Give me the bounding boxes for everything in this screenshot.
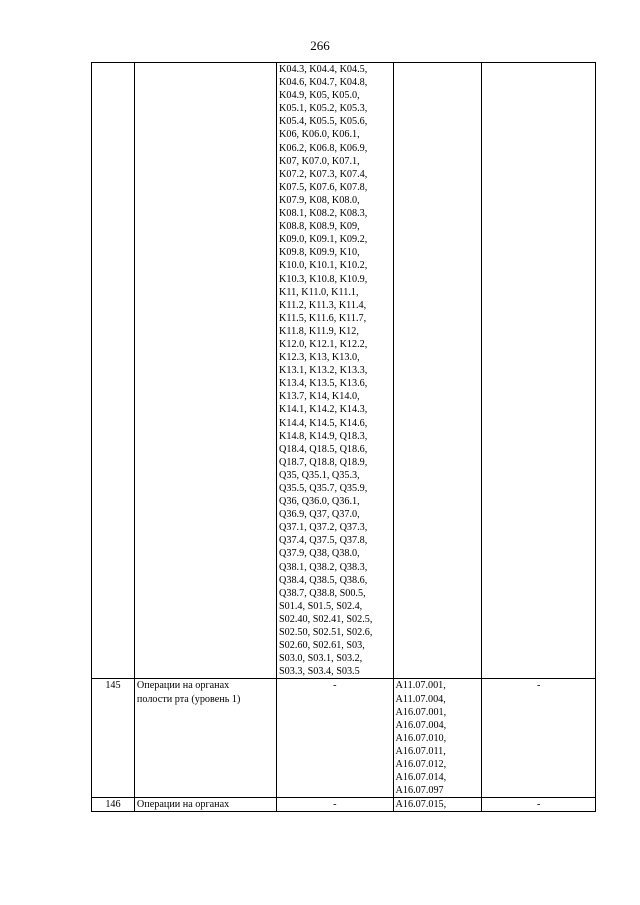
page-number: 266 bbox=[310, 38, 330, 53]
table-row bbox=[92, 798, 596, 812]
diagnosis-code-line: K09.8, K09.9, K10, bbox=[279, 247, 360, 259]
services-cell bbox=[393, 679, 482, 798]
services-cell bbox=[393, 63, 482, 679]
diagnosis-code-line: S03.0, S03.1, S03.2, bbox=[279, 653, 363, 665]
diagnosis-code-line: K13.1, K13.2, K13.3, bbox=[279, 365, 368, 377]
diagnosis-code-line: Q38.1, Q38.2, Q38.3, bbox=[279, 561, 368, 573]
diagnosis-code-line: S02.60, S02.61, S03, bbox=[279, 640, 365, 652]
diagnosis-code-line: K06, K06.0, K06.1, bbox=[279, 129, 360, 141]
diagnosis-code-line: Q37.1, Q37.2, Q37.3, bbox=[279, 522, 368, 534]
diagnosis-code-line: K10.0, K10.1, K10.2, bbox=[279, 260, 368, 272]
diagnosis-code-line: Q36, Q36.0, Q36.1, bbox=[279, 496, 360, 508]
diagnosis-code-line: K11, K11.0, K11.1, bbox=[279, 286, 359, 298]
diagnosis-code-line: Q38.4, Q38.5, Q38.6, bbox=[279, 574, 368, 586]
diagnosis-code-line: Q35.5, Q35.7, Q35.9, bbox=[279, 483, 368, 494]
name-line: полости рта (уровень 1) bbox=[136, 693, 241, 705]
service-code-line: A16.07.097 bbox=[395, 785, 444, 797]
diagnosis-code-line: K12.0, K12.1, K12.2, bbox=[279, 338, 368, 350]
table-row bbox=[92, 63, 596, 679]
diagnosis-code-line: K11.2, K11.3, K11.4, bbox=[279, 299, 367, 311]
diagnosis-code-line: K10.3, K10.8, K10.9, bbox=[279, 273, 368, 285]
services-cell bbox=[393, 798, 482, 812]
diagnosis-code-line: K04.9, K05, K05.0, bbox=[279, 90, 360, 102]
name-line: Операции на органах bbox=[136, 680, 230, 692]
diagnosis-code-line: Q18.4, Q18.5, Q18.6, bbox=[279, 443, 368, 455]
diagnosis-codes-cell bbox=[277, 63, 394, 679]
diagnosis-code-line: K04.6, K04.7, K04.8, bbox=[279, 77, 368, 89]
extra-cell: - bbox=[482, 679, 596, 798]
diagnosis-code-line: K13.4, K13.5, K13.6, bbox=[279, 378, 368, 390]
service-code-line: A16.07.001, bbox=[395, 706, 447, 718]
number-cell: 146 bbox=[92, 798, 135, 812]
diagnosis-code-line: K08.1, K08.2, K08.3, bbox=[279, 208, 368, 220]
name-cell bbox=[134, 679, 276, 798]
diagnosis-code-line: K05.4, K05.5, K05.6, bbox=[279, 116, 368, 128]
extra-cell: - bbox=[482, 798, 596, 812]
diagnosis-code-line: K09.0, K09.1, K09.2, bbox=[279, 234, 368, 246]
diagnosis-code-line: K11.5, K11.6, K11.7, bbox=[279, 312, 367, 324]
diagnosis-code-line: Q37.9, Q38, Q38.0, bbox=[279, 548, 360, 560]
diagnosis-code-line: S01.4, S01.5, S02.4, bbox=[279, 600, 363, 612]
service-code-line: A16.07.004, bbox=[395, 719, 447, 731]
diagnosis-code-line: Q18.7, Q18.8, Q18.9, bbox=[279, 456, 368, 468]
document-table bbox=[91, 62, 596, 812]
diagnosis-code-line: K12.3, K13, K13.0, bbox=[279, 352, 360, 364]
diagnosis-code-line: S02.40, S02.41, S02.5, bbox=[279, 613, 373, 625]
name-line: Операции на органах bbox=[136, 799, 230, 811]
diagnosis-code-line: Q36.9, Q37, Q37.0, bbox=[279, 509, 360, 521]
service-code-line: A16.07.010, bbox=[395, 732, 447, 744]
diagnosis-codes-cell: - bbox=[277, 798, 394, 812]
name-cell bbox=[134, 798, 276, 812]
diagnosis-code-line: Q35, Q35.1, Q35.3, bbox=[279, 469, 360, 481]
diagnosis-code-line: K04.3, K04.4, K04.5, bbox=[279, 64, 368, 75]
diagnosis-codes-cell: - bbox=[277, 679, 394, 798]
service-code-line: A16.07.011, bbox=[395, 745, 446, 757]
diagnosis-code-line: S03.3, S03.4, S03.5 bbox=[279, 666, 360, 678]
number-cell bbox=[92, 63, 135, 679]
table-row bbox=[92, 679, 596, 798]
diagnosis-code-line: K08.8, K08.9, K09, bbox=[279, 221, 360, 233]
extra-cell bbox=[482, 63, 596, 679]
diagnosis-code-line: Q37.4, Q37.5, Q37.8, bbox=[279, 535, 368, 547]
diagnosis-code-line: K07.9, K08, K08.0, bbox=[279, 194, 360, 206]
diagnosis-code-line: K13.7, K14, K14.0, bbox=[279, 391, 360, 403]
service-code-line: A16.07.014, bbox=[395, 772, 447, 784]
diagnosis-code-line: K05.1, K05.2, K05.3, bbox=[279, 103, 368, 115]
diagnosis-code-line: K07.5, K07.6, K07.8, bbox=[279, 181, 368, 193]
service-code-line: A16.07.015, bbox=[395, 799, 447, 811]
name-cell bbox=[134, 63, 276, 679]
diagnosis-code-line: S02.50, S02.51, S02.6, bbox=[279, 627, 373, 639]
diagnosis-code-line: K14.4, K14.5, K14.6, bbox=[279, 417, 368, 429]
diagnosis-code-line: K14.8, K14.9, Q18.3, bbox=[279, 430, 368, 442]
diagnosis-code-line: Q38.7, Q38.8, S00.5, bbox=[279, 587, 366, 599]
service-code-line: A11.07.004, bbox=[395, 693, 446, 705]
service-code-line: A16.07.012, bbox=[395, 758, 447, 770]
diagnosis-code-line: K07.2, K07.3, K07.4, bbox=[279, 168, 368, 180]
diagnosis-code-line: K07, K07.0, K07.1, bbox=[279, 155, 360, 167]
diagnosis-code-line: K11.8, K11.9, K12, bbox=[279, 325, 359, 337]
diagnosis-code-line: K14.1, K14.2, K14.3, bbox=[279, 404, 368, 416]
number-cell: 145 bbox=[92, 679, 135, 798]
service-code-line: A11.07.001, bbox=[395, 680, 446, 692]
diagnosis-code-line: K06.2, K06.8, K06.9, bbox=[279, 142, 368, 154]
